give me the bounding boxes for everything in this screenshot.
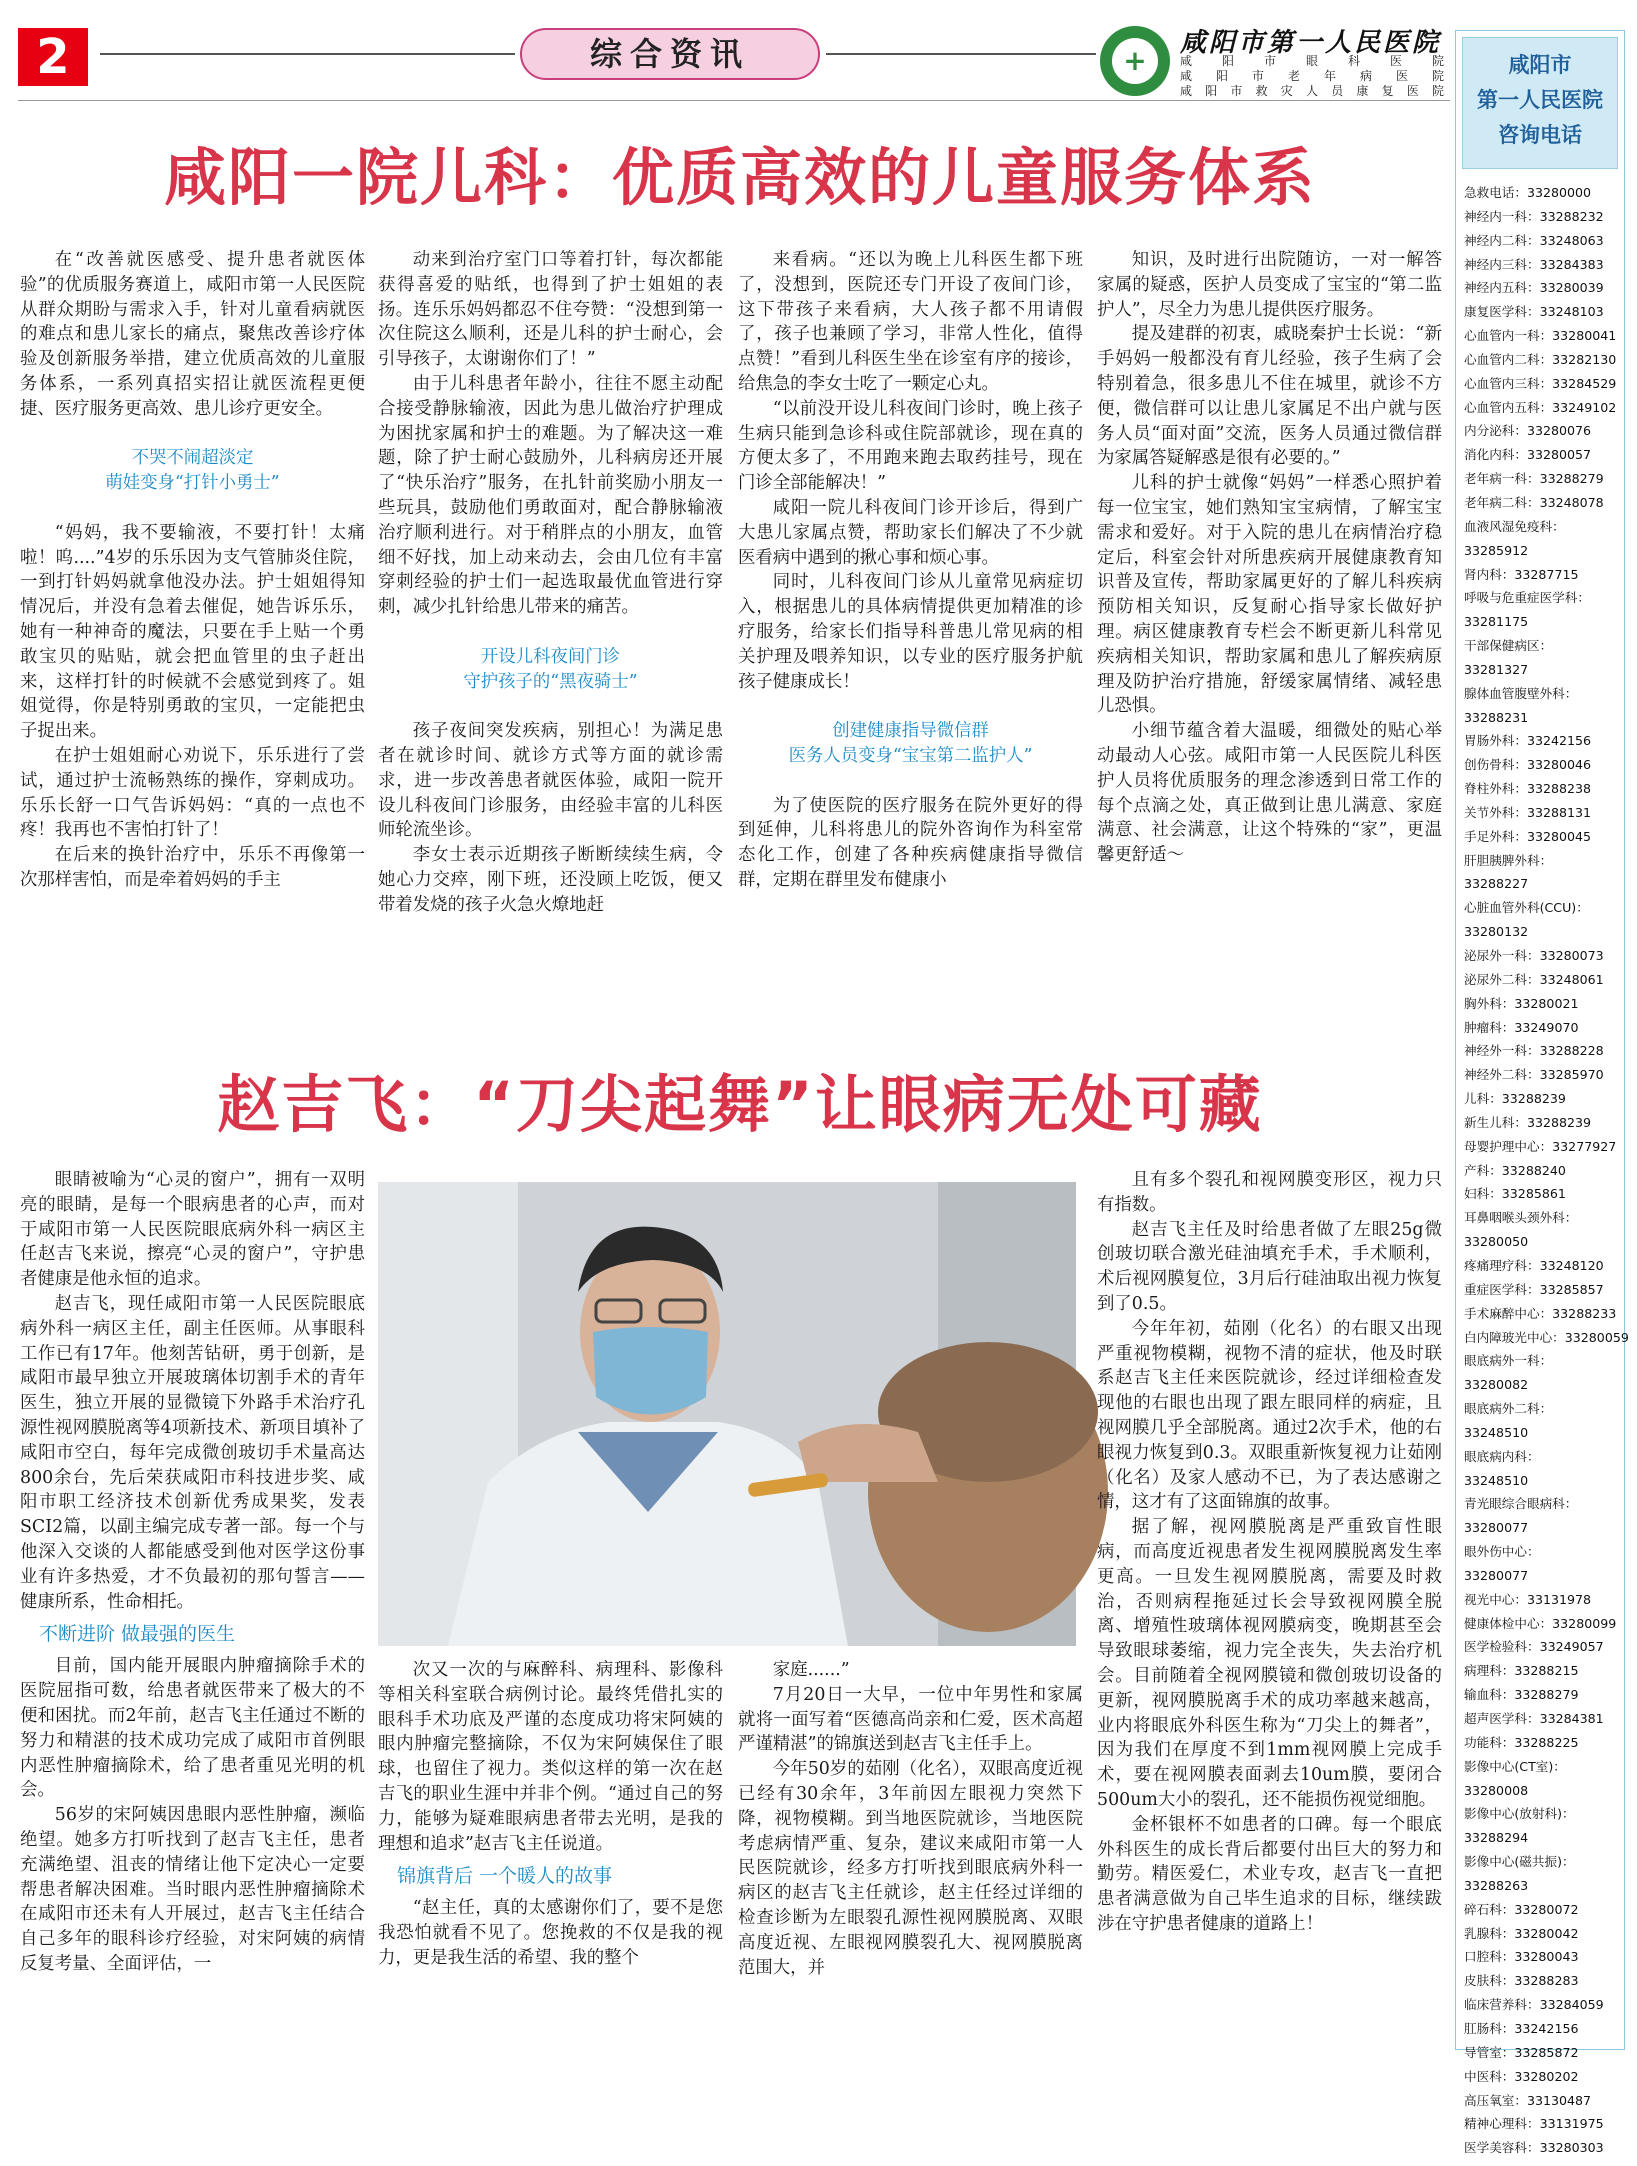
article2-column-2 — [378, 1658, 723, 1971]
paragraph: 在后来的换针治疗中，乐乐不再像第一次那样害怕，而是牵着妈妈的手主 — [20, 845, 365, 890]
phone-entry: 妇科：33285861 — [1464, 1186, 1566, 1202]
phone-entry: 白内障玻光中心：33280059 — [1464, 1329, 1629, 1345]
phone-entry: 33281327 — [1464, 661, 1529, 677]
phone-entry: 老年病一科：33288279 — [1464, 471, 1604, 487]
sidebar-title-line: 咸阳市 — [1508, 53, 1572, 77]
paragraph: 据了解，视网膜脱离是严重致盲性眼病，而高度近视患者发生视网膜脱离发生率更高。一旦发生视网膜脱离，需要及时救治，否则病程拖延过长会导致视网膜全脱离、增殖性玻璃体视网膜病变，晚期甚至会导致眼球萎缩，视力完全丧失，失去治疗机会。目前随着全视网膜镜和微创玻切设备的更新，视网膜脱离手术的成功率越来越高，业内将眼底外科医生称为“刀尖上的舞者”，因为我们在厚度不到1mm视网膜上完成手术，要在视网膜表面剥去10um膜，要闭合500um大小的裂孔，还不能损伤视觉细胞。 — [1097, 1517, 1442, 1810]
phone-entry: 33288263 — [1464, 1877, 1529, 1893]
sidebar-title-line: 咨询电话 — [1498, 123, 1582, 147]
phone-entry: 胸外科：33280021 — [1464, 995, 1579, 1011]
paragraph: 目前，国内能开展眼内肿瘤摘除手术的医院屈指可数，给患者就医带来了极大的不便和困扰。而2年前，赵吉飞主任通过不断的努力和精湛的技术成功完成了咸阳市首例眼内恶性肿瘤摘除术，给了患者重见光明的机会。 — [20, 1656, 365, 1801]
phone-list — [1456, 175, 1629, 2166]
phone-entry: 老年病二科：33248078 — [1464, 494, 1604, 510]
phone-entry: 影像中心(CT室)： — [1464, 1758, 1566, 1774]
phone-entry: 泌尿外一科：33280073 — [1464, 948, 1604, 963]
article2-title: 赵吉飞：“刀尖起舞”让眼病无处可藏 — [217, 1068, 1263, 1141]
phone-entry: 临床营养科：33284059 — [1464, 1997, 1604, 2013]
header-bottom-rule — [18, 100, 1450, 101]
phone-entry: 儿科：33288239 — [1464, 1091, 1566, 1107]
paragraph: 在护士姐姐耐心劝说下，乐乐进行了尝试，通过护士流畅熟练的操作，穿刺成功。乐乐长舒一口气告诉妈妈：“真的一点也不疼！我再也不害怕打针了！ — [20, 745, 365, 841]
phone-entry: 母婴护理中心：33277927 — [1464, 1138, 1617, 1154]
phone-entry: 康复医学科：33248103 — [1464, 304, 1604, 320]
phone-entry: 33288231 — [1464, 709, 1529, 725]
phone-entry: 33281175 — [1464, 614, 1529, 630]
phone-entry: 手术麻醉中心：33288233 — [1464, 1305, 1617, 1321]
phone-entry: 口腔科：33280043 — [1464, 1949, 1579, 1965]
phone-entry: 关节外科：33288131 — [1464, 804, 1592, 820]
paragraph: 今年年初，茹刚（化名）的右眼又出现严重视物模糊，视物不清的症状，他及时联系赵吉飞主任来医院就诊，经过详细检查发现他的右眼也出现了跟左眼同样的病症，且视网膜几乎全部脱离。通过2次手术，他的右眼视力恢复到0.3。双眼重新恢复视力让茹刚（化名）及家人感动不已，为了表达感谢之情，这才有了这面锦旗的故事。 — [1097, 1318, 1442, 1513]
phone-entry: 心血管内二科：33282130 — [1464, 351, 1617, 367]
phone-entry: 眼外伤中心： — [1464, 1544, 1540, 1560]
article1-column-4 — [1097, 248, 1442, 868]
phone-entry: 肛肠科：33242156 — [1464, 2020, 1579, 2036]
phone-entry: 创伤骨科：33280046 — [1464, 757, 1592, 773]
phone-entry: 腺体血管腹壁外科： — [1464, 685, 1578, 701]
phone-entry: 心血管内五科：33249102 — [1464, 399, 1617, 415]
header-rule-right — [826, 53, 1096, 55]
sidebar-title-line: 第一人民医院 — [1477, 88, 1603, 112]
hospital-sublines — [1180, 54, 1450, 99]
phone-entry: 神经内一科：33288232 — [1464, 208, 1604, 224]
section-title: 综合资讯 — [520, 28, 820, 80]
phone-entry: 血液风湿免疫科： — [1464, 518, 1565, 534]
article2-column-4 — [1097, 1168, 1442, 1937]
phone-entry: 中医科：33280202 — [1464, 2068, 1579, 2084]
phone-entry: 33288294 — [1464, 1830, 1529, 1846]
paragraph: 赵吉飞主任及时给患者做了左眼25g微创玻切联合激光硅油填充手术，手术顺利，术后视网膜复位，3月后行硅油取出视力恢复到了0.5。 — [1097, 1219, 1442, 1314]
paragraph: 提及建群的初衷，戚晓秦护士长说：“新手妈妈一般都没有育儿经验，孩子生病了会特别着急，很多患儿不住在城里，就诊不方便，微信群可以让患儿家属足不出户就与医务人员“面对面”交流，医务人员通过微信群为家属答疑解惑是很有必要的。” — [1097, 324, 1442, 469]
paragraph: 眼睛被喻为“心灵的窗户”，拥有一双明亮的眼睛，是每一个眼病患者的心声，而对于咸阳市第一人民医院眼底病外科一病区主任赵吉飞来说，擦亮“心灵的窗户”，守护患者健康是他永恒的追求。 — [20, 1170, 365, 1290]
subheading: 不哭不闹超淡定 — [131, 448, 254, 469]
paragraph: 咸阳一院儿科夜间门诊开诊后，得到广大患儿家属点赞，帮助家长们解决了不少就医看病中遇到的揪心事和烦心事。 — [738, 497, 1083, 568]
paragraph: 同时，儿科夜间门诊从儿童常见病症切入，根据患儿的具体病情提供更加精准的诊疗服务，给家长们指导科普患儿常见病的相关护理及喂养知识，以专业的医疗服务护航孩子健康成长！ — [738, 572, 1083, 692]
paragraph: 次又一次的与麻醉科、病理科、影像科等相关科室联合病例讨论。最终凭借扎实的眼科手术功底及严谨的态度成功将宋阿姨的眼内肿瘤完整摘除，不仅为宋阿姨保住了眼球，也留住了视力。类似这样的第一次在赵吉飞的职业生涯中并非个例。“通过自己的努力，能够为疑难眼病患者带去光明，是我的理想和追求”赵吉飞主任说道。 — [378, 1660, 723, 1854]
phone-entry: 肝胆胰脾外科： — [1464, 852, 1553, 868]
phone-entry: 内分泌科：33280076 — [1464, 423, 1592, 439]
paragraph: 来看病。“还以为晚上儿科医生都下班了，没想到，医院还专门开设了夜间门诊，这下带孩子来看病，大人孩子都不用请假了，孩子也兼顾了学习，非常人性化，值得点赞！”看到儿科医生坐在诊室有序的接诊，给焦急的李女士吃了一颗定心丸。 — [738, 250, 1083, 394]
subheading: 创建健康指导微信群 — [832, 721, 989, 742]
subheading: 锦旗背后 一个暖人的故事 — [397, 1865, 613, 1888]
article2-column-3 — [738, 1658, 1083, 1980]
paragraph: “妈妈，我不要输液，不要打针！太痛啦！呜....”4岁的乐乐因为支气管肺炎住院，一到打针妈妈就拿他没办法。护士姐姐得知情况后，并没有急着去催促，她告诉乐乐，她有一种神奇的魔法，只要在手上贴一个勇敢宝贝的贴贴，就会把血管里的虫子赶出来，这样打针的时候就不会感觉到疼了。姐姐觉得，你是特别勇敢的宝贝，一定能把虫子捉出来。 — [20, 522, 365, 742]
phone-entry: 神经内五科：33280039 — [1464, 280, 1604, 296]
phone-entry: 功能科：33288225 — [1464, 1734, 1579, 1750]
phone-entry: 医学美容科：33280303 — [1464, 2140, 1604, 2156]
subheading: 守护孩子的“黑夜骑士” — [463, 671, 638, 692]
phone-entry: 产科：33288240 — [1464, 1162, 1566, 1178]
phone-entry: 33280008 — [1464, 1782, 1529, 1798]
page-number: 2 — [18, 28, 88, 86]
doctor-photo — [378, 1182, 1076, 1646]
paragraph: 由于儿科患者年龄小，往往不愿主动配合接受静脉输液，因此为患儿做治疗护理成为困扰家属和护士的难题。为了解决这一难题，除了护士耐心鼓励外，儿科病房还开展了“快乐治疗”服务，在扎针前奖励小朋友一些玩具，鼓励他们勇敢面对，配合静脉输液治疗顺利进行。对于稍胖点的小朋友，血管细不好找，加上动来动去，会由几位有丰富穿刺经验的护士们一起选取最优血管进行穿刺，减少扎针给患儿带来的痛苦。 — [378, 373, 723, 618]
phone-entry: 肿瘤科：33249070 — [1464, 1019, 1579, 1035]
phone-entry: 碎石科：33280072 — [1464, 1901, 1579, 1917]
photo-illustration — [378, 1182, 1076, 1646]
phone-entry: 眼底病内科： — [1464, 1448, 1540, 1464]
phone-entry: 心脏血管外科(CCU)： — [1464, 900, 1589, 916]
header-rule-left — [100, 53, 515, 55]
phone-entry: 新生儿科：33288239 — [1464, 1114, 1592, 1130]
phone-entry: 脊柱外科：33288238 — [1464, 781, 1592, 797]
phone-entry: 33280077 — [1464, 1520, 1529, 1536]
phone-entry: 33288227 — [1464, 876, 1529, 892]
paragraph: 家庭......” — [772, 1660, 850, 1680]
article1-column-3 — [738, 248, 1083, 893]
phone-entry: 肾内科：33287715 — [1464, 566, 1579, 582]
subheading: 医务人员变身“宝宝第二监护人” — [788, 745, 1033, 766]
phone-entry: 输血科：33288279 — [1464, 1687, 1579, 1703]
paragraph: 小细节蕴含着大温暖，细微处的贴心举动最动人心弦。咸阳市第一人民医院儿科医护人员将优质服务的理念渗透到日常工作的每个点滴之处，真正做到让患儿满意、家庭满意、社会满意，让这个特殊的“家”，更温馨更舒适～ — [1097, 721, 1442, 866]
phone-entry: 高压氧室：33130487 — [1464, 2092, 1592, 2108]
phone-entry: 眼底病外一科： — [1464, 1353, 1553, 1369]
phone-entry: 青光眼综合眼病科： — [1464, 1496, 1578, 1512]
paragraph: 且有多个裂孔和视网膜变形区，视力只有指数。 — [1097, 1170, 1442, 1215]
phone-entry: 33248510 — [1464, 1472, 1529, 1488]
hospital-subline: 咸阳市眼科医院 — [1180, 54, 1450, 68]
phone-entry: 医学检验科：33249057 — [1464, 1639, 1604, 1655]
paragraph: 56岁的宋阿姨因患眼内恶性肿瘤，濒临绝望。她多方打听找到了赵吉飞主任，患者充满绝望、沮丧的情绪让他下定决心一定要帮患者解决困难。当时眼内恶性肿瘤摘除术在咸阳市还未有人开展过，赵吉飞主任结合自己多年的眼科诊疗经验，对宋阿姨的病情反复考量、全面评估，一 — [20, 1805, 365, 1974]
paragraph: “赵主任，真的太感谢你们了，要不是您我恐怕就看不见了。您挽救的不仅是我的视力，更是我生活的希望、我的整个 — [378, 1898, 723, 1968]
paragraph: 儿科的护士就像“妈妈”一样悉心照护着每一位宝宝，她们熟知宝宝病情，了解宝宝需求和爱好。对于入院的患儿在病情治疗稳定后，科室会针对所患疾病开展健康教育知识普及宣传，帮助家属更好的了解儿科疾病预防相关知识，反复耐心指导家长做好护理。病区健康教育专栏会不断更新儿科常见疾病相关知识，帮助家属和患儿了解疾病原理及防护治疗措施，舒缓家属情绪、减轻患儿恐惧。 — [1097, 473, 1442, 717]
phone-entry: 神经内二科：33248063 — [1464, 232, 1604, 248]
phone-entry: 耳鼻咽喉头颈外科： — [1464, 1210, 1578, 1226]
phone-entry: 消化内科：33280057 — [1464, 447, 1592, 463]
paragraph: 李女士表示近期孩子断断续续生病，令她心力交瘁，刚下班，还没顾上吃饭，便又带着发烧的孩子火急火燎地赶 — [378, 845, 723, 915]
phone-entry: 导管室：33285872 — [1464, 2044, 1579, 2060]
phone-entry: 精神心理科：33131975 — [1464, 2116, 1604, 2132]
phone-entry: 健康体检中心：33280099 — [1464, 1615, 1617, 1631]
phone-entry: 疼痛理疗科：33248120 — [1464, 1257, 1604, 1273]
paragraph: 在“改善就医感受、提升患者就医体验”的优质服务赛道上，咸阳市第一人民医院从群众期盼与需求入手，针对儿童看病就医的难点和患儿家长的痛点，聚焦改善诊疗体验及创新服务举措，建立优质高效的儿童服务体系，一系列真招实招让就医流程更便捷、医疗服务更高效、患儿诊疗更安全。 — [20, 250, 365, 419]
phone-entry: 急救电话：33280000 — [1464, 185, 1592, 200]
subheading: 开设儿科夜间门诊 — [480, 646, 621, 667]
article2-column-1 — [20, 1168, 365, 1977]
hospital-subline: 咸阳市救灾人员康复医院 — [1180, 84, 1450, 98]
phone-entry: 影像中心(磁共振)： — [1464, 1854, 1575, 1870]
article1-title: 咸阳一院儿科：优质高效的儿童服务体系 — [163, 141, 1316, 214]
phone-entry: 干部保健病区： — [1464, 638, 1553, 654]
phone-entry: 乳腺科：33280042 — [1464, 1925, 1579, 1941]
article1-column-1 — [20, 248, 365, 893]
paragraph: 金杯银杯不如患者的口碑。每一个眼底外科医生的成长背后都要付出巨大的努力和勤劳。精医爱仁，术业专攻，赵吉飞一直把患者满意做为自己毕生追求的目标，继续跋涉在守护患者健康的道路上！ — [1097, 1814, 1442, 1934]
phone-entry: 33280082 — [1464, 1377, 1529, 1393]
paragraph: “以前没开设儿科夜间门诊时，晚上孩子生病只能到急诊科或住院部就诊，现在真的方便太多了，不用跑来跑去取药挂号，现在门诊全部能解决！” — [738, 398, 1083, 494]
paragraph: 今年50岁的茹刚（化名），双眼高度近视已经有30余年，3年前因左眼视力突然下降，视物模糊。到当地医院就诊，当地医院考虑病情严重、复杂，建议来咸阳市第一人民医院就诊，经多方打听找到眼底病外科一病区的赵吉飞主任就诊，赵主任经过详细的检查诊断为左眼裂孔源性视网膜脱离、双眼高度近视、左眼视网膜裂孔大、视网膜脱离范围大，并 — [738, 1759, 1083, 1978]
phone-entry: 视光中心：33131978 — [1464, 1591, 1592, 1607]
phone-entry: 影像中心(放射科)： — [1464, 1806, 1575, 1822]
paragraph: 孩子夜间突发疾病，别担心！为满足患者在就诊时间、就诊方式等方面的就诊需求，进一步改善患者就医体验，咸阳一院开设儿科夜间门诊服务，由经验丰富的儿科医师轮流坐诊。 — [378, 721, 723, 841]
subheading: 不断进阶 做最强的医生 — [39, 1623, 236, 1646]
paragraph: 赵吉飞，现任咸阳市第一人民医院眼底病外科一病区主任，副主任医师。从事眼科工作已有17年。他刻苦钻研，勇于创新，是咸阳市最早独立开展玻璃体切割手术的青年医生，独立开展的显微镜下外路手术治疗孔源性视网膜脱离等4项新技术、新项目填补了咸阳市空白，每年完成微创玻切手术量高达800余台，先后荣获咸阳市科技进步奖、咸阳市职工经济技术创新优秀成果奖，发表SCI2篇，以副主编完成专著一部。每一个与他深入交谈的人都能感受到他对医学这份事业有许多热爱，才不负最初的那句誓言——健康所系，性命相托。 — [20, 1293, 365, 1612]
subheading: 萌娃变身“打针小勇士” — [105, 473, 280, 494]
logo-glyph: + — [1112, 38, 1158, 84]
phone-entry: 神经内三科：33284383 — [1464, 256, 1604, 272]
phone-entry: 33285912 — [1464, 542, 1529, 558]
phone-entry: 神经外二科：33285970 — [1464, 1067, 1604, 1083]
phone-entry: 超声医学科：33284381 — [1464, 1711, 1604, 1726]
phone-entry: 重症医学科：33285857 — [1464, 1281, 1604, 1297]
phone-entry: 呼吸与危重症医学科： — [1464, 590, 1590, 606]
phone-entry: 病理科：33288215 — [1464, 1663, 1579, 1679]
article1-column-2 — [378, 248, 723, 918]
hospital-logo — [1100, 26, 1170, 96]
phone-entry: 手足外科：33280045 — [1464, 828, 1592, 844]
phone-entry: 皮肤科：33288283 — [1464, 1973, 1579, 1989]
paragraph: 为了使医院的医疗服务在院外更好的得到延伸，儿科将患儿的院外咨询作为科室常态化工作，创建了各种疾病健康指导微信群，定期在群里发布健康小 — [738, 795, 1083, 890]
consult-phone-sidebar — [1455, 30, 1629, 2156]
hospital-subline: 咸阳市老年病医院 — [1180, 69, 1450, 83]
paragraph: 知识，及时进行出院随访，一对一解答家属的疑惑，医护人员变成了宝宝的“第二监护人”，尽全力为患儿提供医疗服务。 — [1097, 250, 1442, 320]
sidebar-title — [1462, 37, 1618, 169]
paragraph: 7月20日一大早，一位中年男性和家属就将一面写着“医德高尚亲和仁爱，医术高超严谨精湛”的锦旗送到赵吉飞主任手上。 — [738, 1684, 1083, 1755]
phone-entry: 33280077 — [1464, 1567, 1529, 1583]
phone-entry: 33248510 — [1464, 1424, 1529, 1440]
phone-entry: 眼底病外二科： — [1464, 1401, 1553, 1417]
phone-entry: 胃肠外科：33242156 — [1464, 733, 1592, 749]
phone-entry: 神经外一科：33288228 — [1464, 1043, 1604, 1059]
phone-entry: 心血管内三科：33284529 — [1464, 375, 1617, 391]
hospital-name: 咸阳市第一人民医院 — [1180, 28, 1442, 58]
paragraph: 动来到治疗室门口等着打针，每次都能获得喜爱的贴纸，也得到了护士姐姐的表扬。连乐乐妈妈都忍不住夸赞：“没想到第一次住院这么顺利，还是儿科的护士耐心，会引导孩子，太谢谢你们了！” — [378, 250, 723, 370]
phone-entry: 泌尿外二科：33248061 — [1464, 971, 1604, 987]
phone-entry: 心血管内一科：33280041 — [1464, 328, 1617, 344]
phone-entry: 33280050 — [1464, 1234, 1529, 1250]
phone-entry: 33280132 — [1464, 924, 1529, 940]
